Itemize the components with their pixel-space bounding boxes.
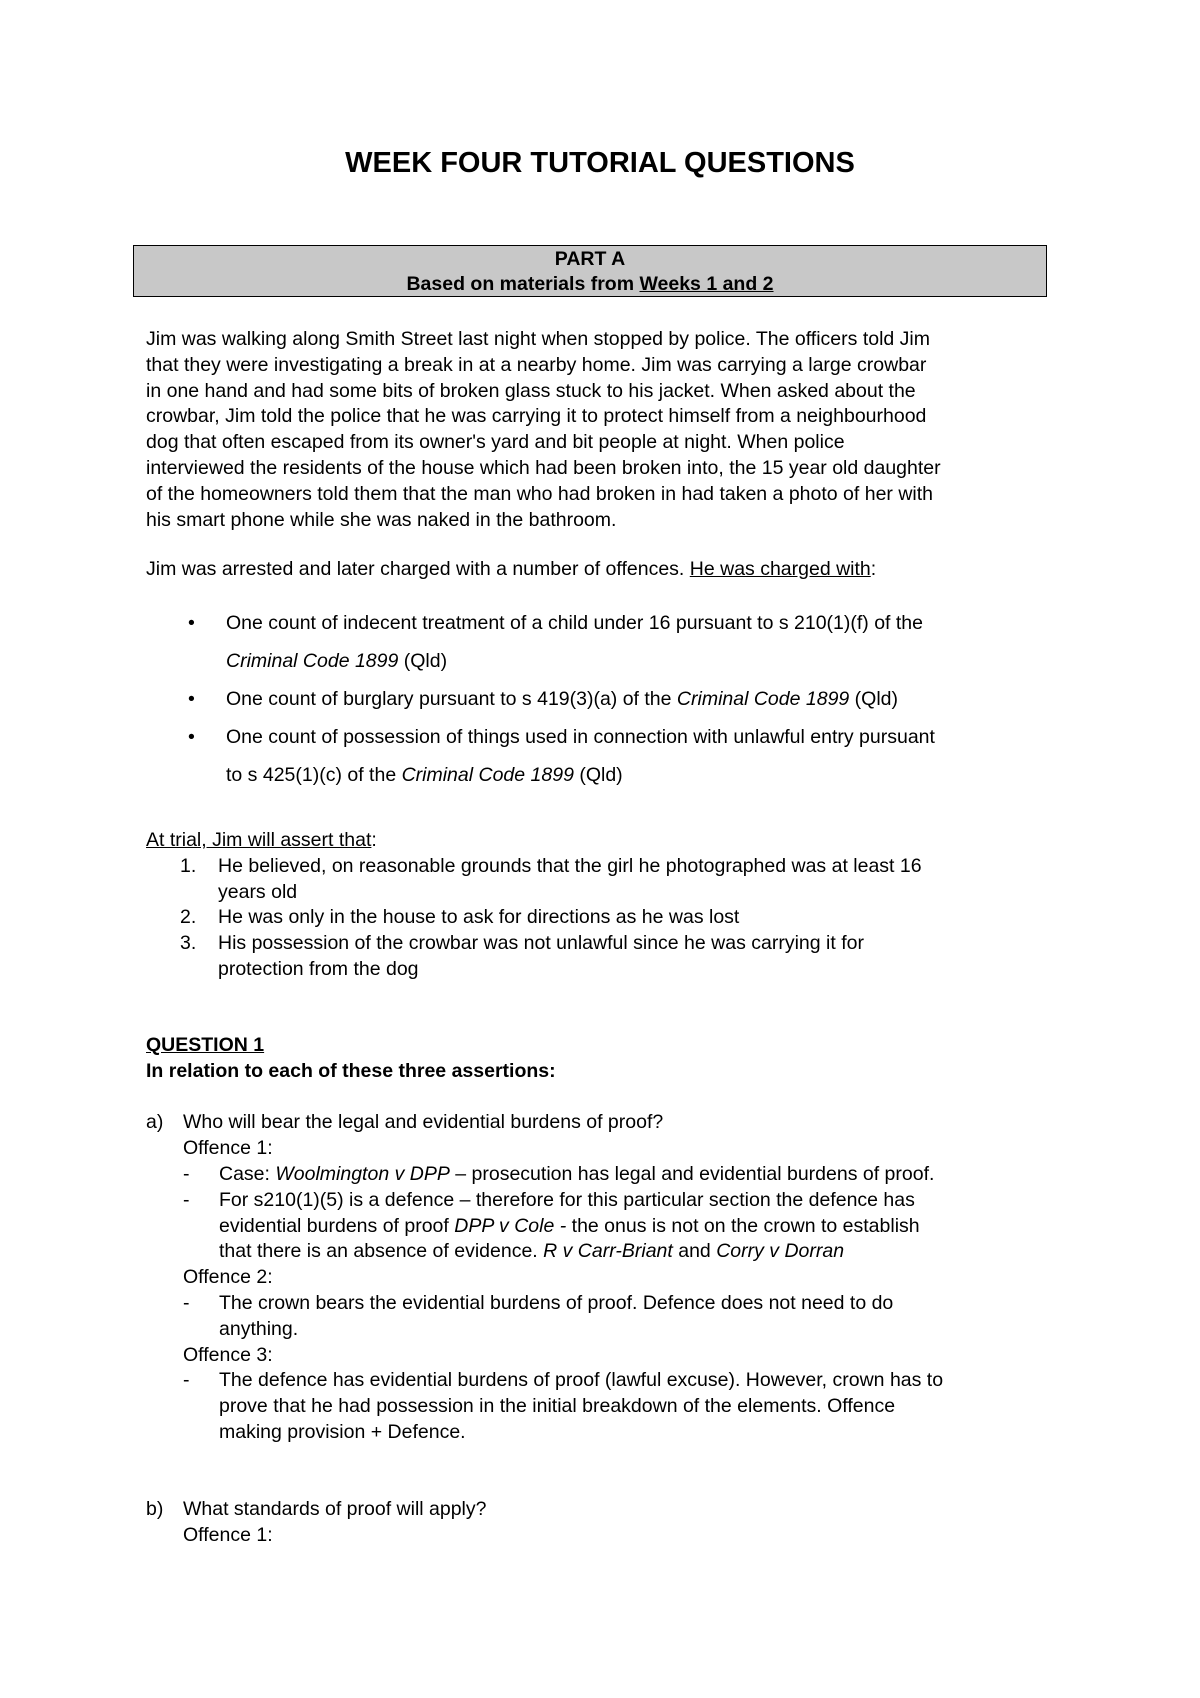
case-name: R v Carr-Briant xyxy=(543,1240,673,1263)
assertion-text: He was only in the house to ask for directions as he was lost xyxy=(218,906,740,929)
answer-text: The crown bears the evidential burdens of proof. Defence does not need to do xyxy=(219,1291,894,1314)
charge-intro xyxy=(146,557,1066,583)
assertion-text: His possession of the crowbar was not unlawful since he was carrying it for xyxy=(218,932,864,955)
dash-marker: - xyxy=(183,1369,190,1392)
jurisdiction: (Qld) xyxy=(849,688,899,710)
item-number: 2. xyxy=(180,906,197,929)
charge-text: One count of indecent treatment of a child under 16 pursuant to s 210(1)(f) of the xyxy=(226,612,924,634)
answer-item xyxy=(146,1291,1066,1343)
question-subheading: In relation to each of these three assertions: xyxy=(146,1059,556,1082)
list-item xyxy=(146,604,1066,680)
answer-text: that there is an absence of evidence. xyxy=(219,1240,544,1263)
offence-label: Offence 1: xyxy=(183,1524,273,1547)
charges-list xyxy=(146,604,1066,794)
part-a-label: PART A xyxy=(554,248,626,270)
list-item xyxy=(146,718,1066,794)
offence-label: Offence 1: xyxy=(183,1137,273,1160)
question-part-b xyxy=(146,1497,1066,1523)
answer-text: For s210(1)(5) is a defence – therefore for this particular section the defence has xyxy=(219,1188,915,1211)
answer-item xyxy=(146,1368,1066,1445)
scenario-line: dog that often escaped from its owner's yard and bit people at night. When police xyxy=(146,431,845,454)
charge-text: One count of burglary pursuant to s 419(3)(a) of the xyxy=(226,688,677,710)
list-item xyxy=(146,931,1066,983)
scenario-line: Jim was walking along Smith Street last night when stopped by police. The officers told Jim xyxy=(146,328,930,350)
question-text: Who will bear the legal and evidential burdens of proof? xyxy=(183,1111,664,1134)
list-item xyxy=(146,854,1066,906)
jurisdiction: (Qld) xyxy=(398,650,448,672)
answer-text: anything. xyxy=(219,1317,299,1340)
dash-marker: - xyxy=(183,1162,190,1185)
assertion-text: years old xyxy=(218,880,298,903)
scenario-line: in one hand and had some bits of broken glass stuck to his jacket. When asked about the xyxy=(146,379,916,402)
answer-text: – prosecution has legal and evidential burdens of proof. xyxy=(449,1162,935,1185)
part-label: a) xyxy=(146,1111,164,1134)
legislation-title: Criminal Code 1899 xyxy=(401,764,574,786)
bullet-icon: • xyxy=(188,726,195,748)
offence-label: Offence 2: xyxy=(183,1266,273,1289)
answer-item xyxy=(146,1188,1066,1265)
scenario-line: interviewed the residents of the house which had been broken into, the 15 year old daughter xyxy=(146,456,941,479)
answer-text: Case: xyxy=(219,1162,276,1185)
bullet-icon: • xyxy=(188,612,195,634)
charge-intro-colon: : xyxy=(870,558,877,580)
legislation-title: Criminal Code 1899 xyxy=(676,688,850,710)
page-title: WEEK FOUR TUTORIAL QUESTIONS xyxy=(345,147,855,179)
trial-heading: At trial, Jim will assert that xyxy=(146,829,372,851)
case-name: Corry v Dorran xyxy=(716,1240,845,1263)
answer-text: prove that he had possession in the initial breakdown of the elements. Offence xyxy=(219,1395,896,1418)
answer-item xyxy=(146,1162,1066,1188)
item-number: 1. xyxy=(180,854,197,877)
scenario-line: his smart phone while she was naked in the bathroom. xyxy=(146,508,617,531)
answer-text: and xyxy=(672,1240,717,1263)
question-part-a xyxy=(146,1110,1066,1136)
weeks-reference: Weeks 1 and 2 xyxy=(639,273,774,295)
item-number: 3. xyxy=(180,932,197,955)
charge-text: to s 425(1)(c) of the xyxy=(226,764,402,786)
charged-with-label: He was charged with xyxy=(689,558,871,580)
assertion-text: protection from the dog xyxy=(218,957,419,980)
assertion-text: He believed, on reasonable grounds that the girl he photographed was at least 16 xyxy=(218,854,922,877)
legislation-title: Criminal Code 1899 xyxy=(226,650,399,672)
bullet-icon: • xyxy=(188,688,195,710)
part-a-banner xyxy=(133,245,1047,297)
charge-intro-text: Jim was arrested and later charged with a number of offences. xyxy=(146,558,690,580)
list-item xyxy=(146,680,1066,718)
question-1-section xyxy=(146,1033,1066,1549)
part-a-subtitle-prefix: Based on materials from xyxy=(406,273,640,295)
dash-marker: - xyxy=(183,1291,190,1314)
case-name: DPP v Cole - xyxy=(454,1214,567,1237)
question-text: What standards of proof will apply? xyxy=(183,1498,487,1521)
scenario-line: crowbar, Jim told the police that he was carrying it to protect himself from a neighbourhood xyxy=(146,405,927,428)
scenario-paragraph xyxy=(146,327,1066,533)
assertions-list xyxy=(146,854,1066,983)
part-a-subtitle xyxy=(134,272,1046,297)
answer-text: evidential burdens of proof xyxy=(219,1214,455,1237)
scenario-line: of the homeowners told them that the man who had broken in had taken a photo of her with xyxy=(146,482,933,505)
list-item xyxy=(146,905,1066,931)
answer-text: the onus is not on the crown to establish xyxy=(566,1214,920,1237)
trial-assertions xyxy=(146,828,1066,983)
charge-text: One count of possession of things used in connection with unlawful entry pursuant xyxy=(226,726,935,748)
offence-label: Offence 3: xyxy=(183,1343,273,1366)
answer-text: making provision + Defence. xyxy=(219,1420,466,1443)
jurisdiction: (Qld) xyxy=(573,764,623,786)
question-heading: QUESTION 1 xyxy=(146,1034,265,1056)
case-name: Woolmington v DPP xyxy=(275,1162,450,1185)
dash-marker: - xyxy=(183,1188,190,1211)
part-label: b) xyxy=(146,1498,164,1521)
answer-text: The defence has evidential burdens of proof (lawful excuse). However, crown has to xyxy=(219,1369,944,1392)
scenario-line: that they were investigating a break in at a nearby home. Jim was carrying a large crowbar xyxy=(146,353,927,376)
trial-heading-colon: : xyxy=(371,829,377,851)
